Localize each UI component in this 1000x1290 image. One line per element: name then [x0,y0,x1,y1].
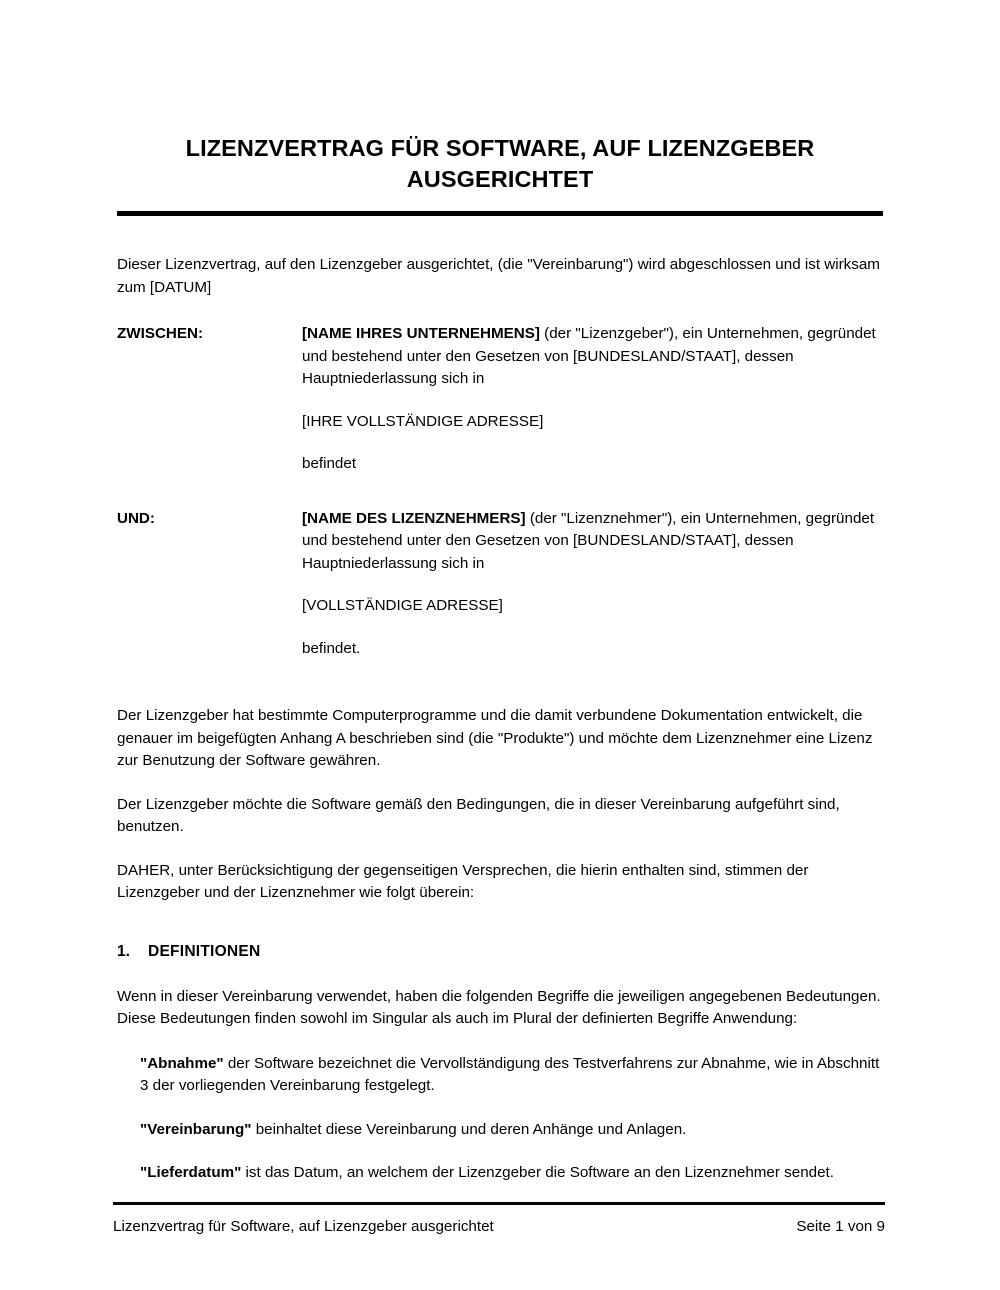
definition-item [140,1119,885,1142]
document-body [117,254,885,1185]
page-title: LIZENZVERTRAG FÜR SOFTWARE, AUF LIZENZGEBER AUSGERICHTET [185,135,815,192]
definition-text: ist das Datum, an welchem der Lizenzgeber die Software an den Lizenznehmer sendet. [241,1164,834,1181]
footer-divider [113,1202,885,1205]
party-address: [IHRE VOLLSTÄNDIGE ADRESSE] [302,412,544,430]
recital-paragraph: Der Lizenzgeber möchte die Software gemäß den Bedingungen, die in dieser Vereinbarung aufgeführt sind, benutzen. [117,795,840,835]
section-intro-paragraph: Wenn in dieser Vereinbarung verwendet, haben die folgenden Begriffe die jeweiligen angegebenen Bedeutungen. Diese Bedeutungen finden sowohl im Singular als auch im Plural der definierten Begriffe Anwendung: [117,987,881,1027]
party-label-between: ZWISCHEN: [117,325,204,342]
party-address: [VOLLSTÄNDIGE ADRESSE] [302,597,503,614]
footer-document-name: Lizenzvertrag für Software, auf Lizenzgeber ausgerichtet [113,1218,494,1235]
recital-paragraph: DAHER, unter Berücksichtigung der gegenseitigen Versprechen, die hierin enthalten sind, stimmen der Lizenzgeber und der Lizenznehmer wie folgt überein: [117,861,809,901]
definition-term: "Lieferdatum" [140,1164,242,1181]
intro-paragraph: Dieser Lizenzvertrag, auf den Lizenzgeber ausgerichtet, (die "Vereinbarung") wird abgeschlossen und ist wirksam zum [DATUM] [117,256,880,296]
page-footer [113,1202,885,1237]
party-label-and: UND: [117,509,155,527]
definition-text: beinhaltet diese Vereinbarung und deren Anhänge und Anlagen. [251,1120,687,1138]
section-title: DEFINITIONEN [148,942,261,960]
footer-row [113,1217,885,1237]
title-divider [117,211,883,216]
party-name: [NAME DES LIZENZNEHMERS] [302,509,526,527]
party-description: (der "Lizenzgeber"), ein Unternehmen, gegründet und bestehend unter den Gesetzen von [BUNDESLAND/STAAT], dessen Hauptniederlassung sich in [302,325,876,387]
party-details-licensee [302,508,885,661]
party-block-licensee [117,508,885,661]
party-block-licensor [117,323,885,476]
definition-item [140,1053,885,1098]
recital-paragraph: Der Lizenzgeber hat bestimmte Computerprogramme und die damit verbundene Dokumentation entwickelt, die genauer im beigefügten Anhang A beschrieben sind (die "Produkte") und möchte dem Lizenznehmer eine Lizenz zur Benutzung der Software gewähren. [117,707,873,769]
recitals-block [117,705,885,905]
section-number: 1. [117,942,131,960]
party-name: [NAME IHRES UNTERNEHMENS] [302,325,540,342]
party-details-licensor [302,323,885,476]
title-block [117,133,883,216]
party-name-line [302,323,885,391]
section-heading-definitionen [117,941,885,962]
party-closing: befindet. [302,639,361,657]
party-closing: befindet [302,455,357,472]
definition-term: "Abnahme" [140,1054,224,1072]
footer-page-number: Seite 1 von 9 [796,1218,885,1235]
definition-term: "Vereinbarung" [140,1120,252,1138]
definitions-list [117,1053,885,1185]
party-name-line [302,508,885,576]
definition-item [140,1162,885,1185]
party-description: (der "Lizenznehmer"), ein Unternehmen, gegründet und bestehend unter den Gesetzen von [BUNDESLAND/STAAT], dessen Hauptniederlassung sich in [302,509,875,572]
definition-text: der Software bezeichnet die Vervollständigung des Testverfahrens zur Abnahme, wie in Abschnitt 3 der vorliegenden Vereinbarung festgelegt. [140,1054,880,1094]
